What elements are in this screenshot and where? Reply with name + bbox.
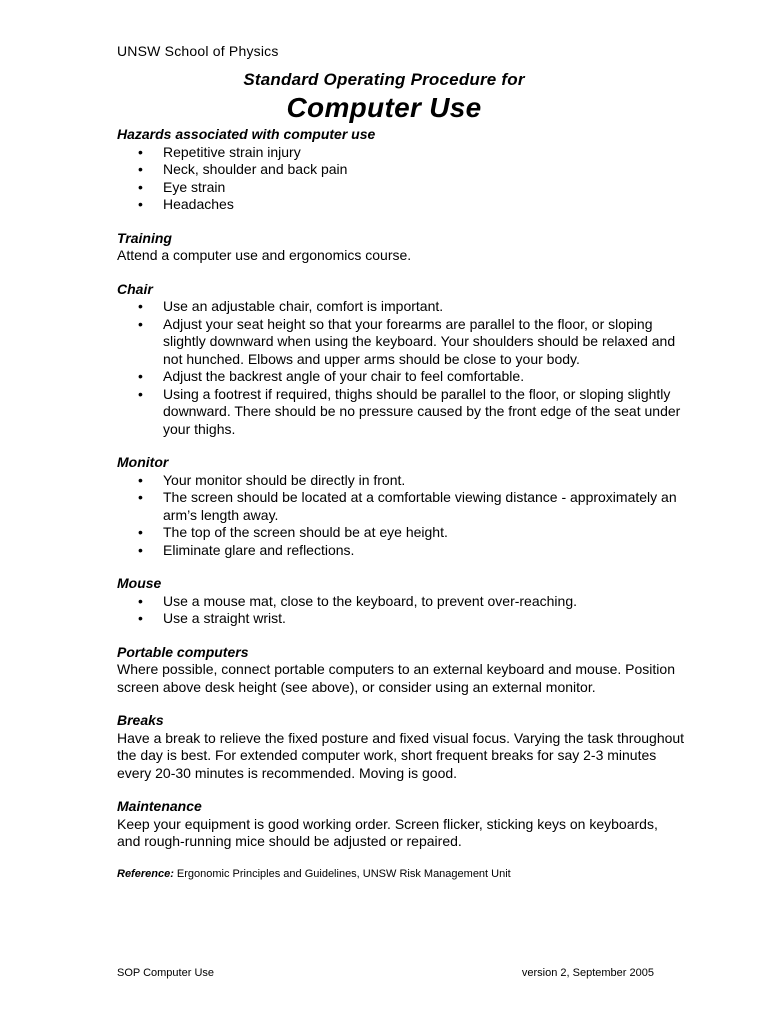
list-item [117,368,685,386]
list-item-text: Adjust the backrest angle of your chair to feel comfortable. [163,368,525,384]
section-heading: Training [117,229,172,246]
bullet-icon: • [138,471,143,488]
section-maintenance [117,798,685,851]
list-item [117,610,685,628]
list-item [117,386,685,439]
list-item-text: Neck, shoulder and back pain [163,161,348,177]
section-heading: Breaks [117,712,164,728]
list-item-text: Repetitive strain injury [163,143,301,160]
bullet-icon: • [138,196,143,212]
bullet-icon: • [138,541,143,558]
list-item-text: Your monitor should be directly in front. [163,471,406,488]
list-item [117,161,685,179]
document-subtitle: Standard Operating Procedure for [243,70,525,89]
section-text: Keep your equipment is good working order. Screen flicker, sticking keys on keyboards, and rough-running mice should be adjusted or repaired. [117,815,658,849]
section-text: Attend a computer use and ergonomics course. [117,247,412,263]
hazards-list [117,144,685,214]
section-text: Where possible, connect portable computers to an external keyboard and mouse. Position screen above desk height (see above), or consider using an external monitor. [117,661,675,695]
reference-line [117,867,685,881]
list-item-text: Eliminate glare and reflections. [163,541,355,558]
header-organization: UNSW School of Physics [117,43,279,59]
bullet-icon: • [138,298,143,314]
bullet-icon: • [138,524,143,540]
list-item-text: Headaches [163,196,234,212]
list-item-text: Adjust your seat height so that your forearms are parallel to the floor, or sloping slightly downward when using the keyboard. Your shoulders should be relaxed and not hunched. Elbows and upper arms should be close to your body. [163,315,676,367]
list-item [117,298,685,316]
section-hazards [117,126,685,214]
list-item-text: Eye strain [163,178,226,195]
document-title: Computer Use [286,92,482,123]
section-training [117,230,685,265]
list-item [117,196,685,214]
bullet-icon: • [138,143,143,160]
bullet-icon: • [138,385,143,402]
section-heading: Hazards associated with computer use [117,126,376,142]
list-item-text: The screen should be located at a comfortable viewing distance - approximately an arm’s length away. [163,489,677,523]
section-heading: Chair [117,280,153,297]
bullet-icon: • [138,489,143,505]
list-item-text: The top of the screen should be at eye height. [163,524,448,540]
list-item [117,472,685,490]
section-breaks [117,712,685,782]
list-item-text: Using a footrest if required, thighs should be parallel to the floor, or sloping slightly downward. There should be no pressure caused by the front edge of the seat under your thighs. [163,385,681,437]
footer-document-name: SOP Computer Use [117,967,215,979]
section-heading: Maintenance [117,798,202,814]
section-monitor [117,454,685,559]
reference-text: Ergonomic Principles and Guidelines, UNSW Risk Management Unit [176,867,511,880]
bullet-icon: • [138,368,143,384]
section-heading: Mouse [117,575,162,591]
monitor-list [117,472,685,560]
section-heading: Monitor [117,454,169,470]
footer-version: version 2, September 2005 [521,967,654,979]
section-portable-computers [117,644,685,697]
bullet-icon: • [138,610,143,626]
list-item [117,524,685,542]
section-mouse [117,575,685,628]
list-item [117,144,685,162]
bullet-icon: • [138,178,143,195]
list-item [117,593,685,611]
section-heading: Portable computers [117,643,249,660]
mouse-list [117,593,685,628]
reference-label: Reference: [117,867,174,880]
chair-list [117,298,685,438]
section-chair [117,281,685,439]
bullet-icon: • [138,161,143,177]
list-item-text: Use a mouse mat, close to the keyboard, to prevent over-reaching. [163,592,577,609]
list-item-text: Use an adjustable chair, comfort is important. [163,298,444,314]
list-item [117,179,685,197]
list-item [117,542,685,560]
list-item [117,489,685,524]
list-item-text: Use a straight wrist. [163,610,286,626]
section-text: Have a break to relieve the fixed posture and fixed visual focus. Varying the task throughout the day is best. For extended computer work, short frequent breaks for say 2-3 minutes every 20-30 minutes is recommended. Moving is good. [117,729,685,781]
bullet-icon: • [138,315,143,332]
document-body [117,126,685,881]
list-item [117,316,685,369]
bullet-icon: • [138,592,143,609]
